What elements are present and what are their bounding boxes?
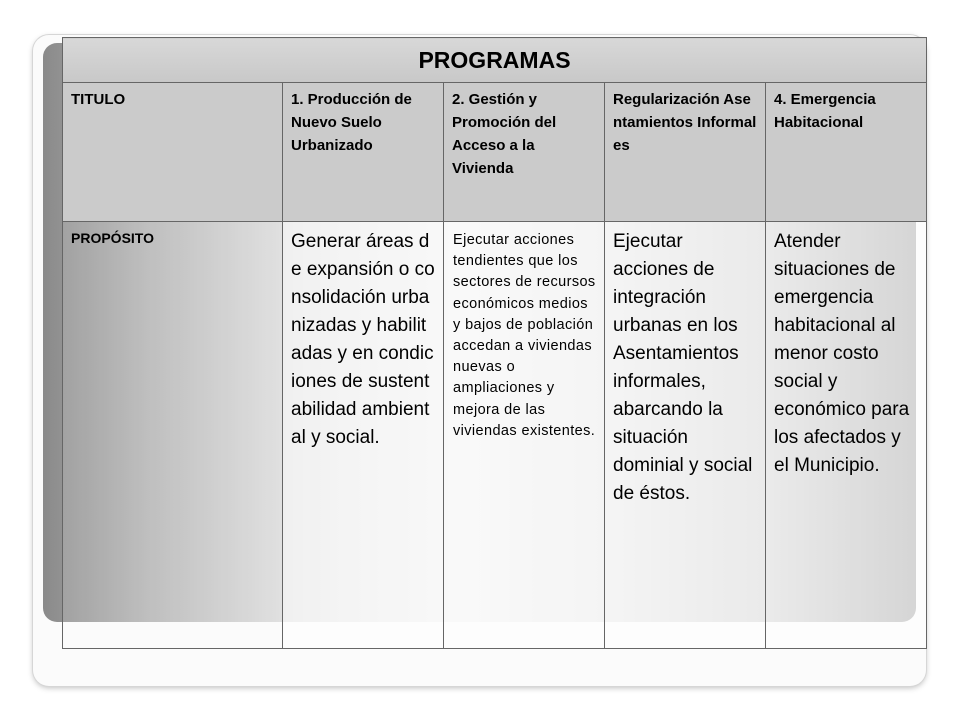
program-purpose-4: Atender situaciones de emergencia habitacional al menor costo social y económico para los afectados y el Municipio. <box>774 231 910 476</box>
program-title-4: 4. Emergencia Habitacional <box>766 83 927 222</box>
program-title-3-text: Regularización Asentamientos Informales <box>613 91 757 154</box>
program-purpose-cell-1 <box>283 222 444 649</box>
program-purpose-cell-4 <box>766 222 927 649</box>
program-purpose-2: Ejecutar acciones tendientes que los sectores de recursos económicos medios y bajos de población accedan a viviendas nuevas o ampliaciones y mejora de las viviendas existentes. <box>453 232 596 439</box>
row-label-titulo: TITULO <box>63 83 283 222</box>
program-title-1: 1. Producción de Nuevo Suelo Urbanizado <box>283 83 444 222</box>
program-title-3 <box>605 83 766 222</box>
row-label-cell <box>63 222 283 649</box>
row-label-proposito: PROPÓSITO <box>71 230 154 246</box>
programs-table <box>62 37 927 649</box>
program-purpose-cell-3 <box>605 222 766 649</box>
program-purpose-1: Generar áreas de expansión o consolidación urbanizadas y habilitadas y en condiciones de sustentabilidad ambiental y social. <box>291 231 435 448</box>
program-purpose-cell-2 <box>444 222 605 649</box>
table-title: PROGRAMAS <box>63 38 927 83</box>
title-row <box>63 83 927 222</box>
purpose-row <box>63 222 927 649</box>
program-title-2: 2. Gestión y Promoción del Acceso a la Vivienda <box>444 83 605 222</box>
program-purpose-3: Ejecutar acciones de integración urbanas en los Asentamientos informales, abarcando la situación dominial y social de éstos. <box>613 231 753 504</box>
